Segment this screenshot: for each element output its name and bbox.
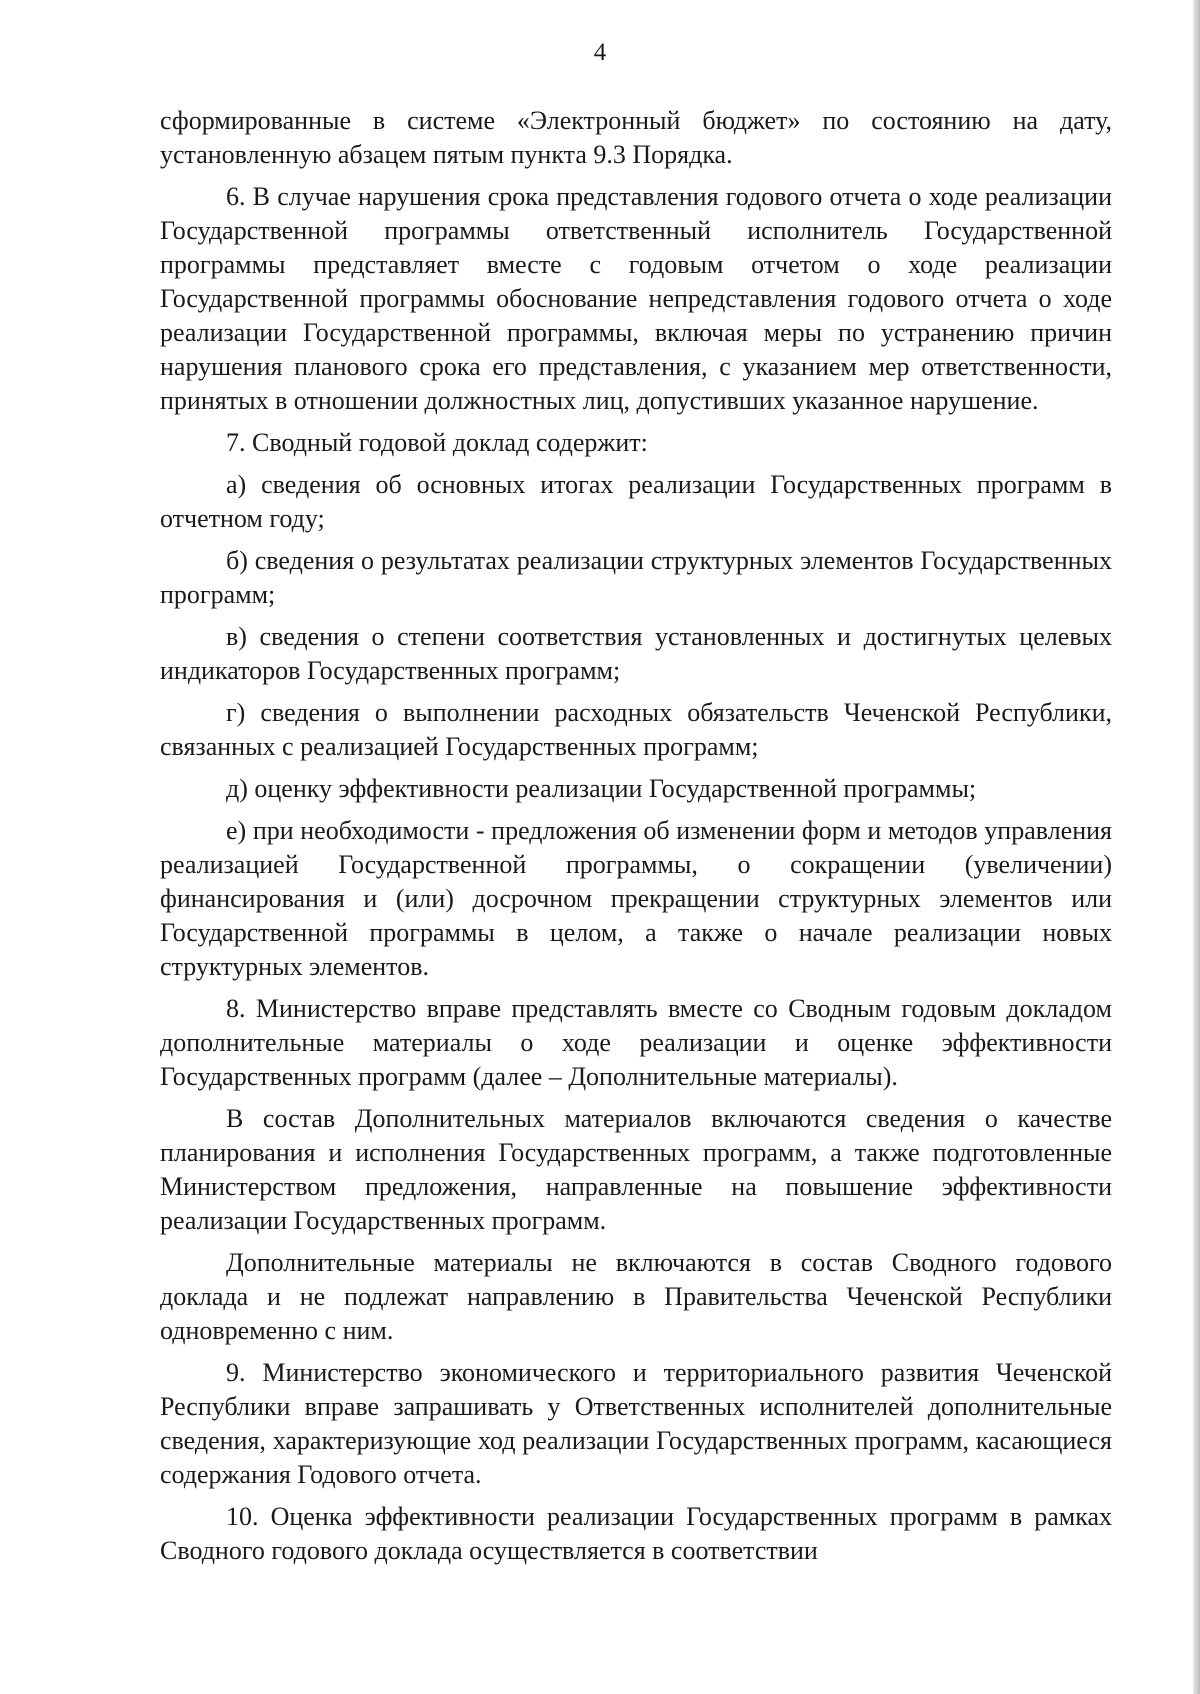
paragraph-subitem-v: в) сведения о степени соответствия установленных и достигнутых целевых индикаторов Государственных программ; [160, 622, 1112, 685]
paragraph-additional-materials-composition: В состав Дополнительных материалов включаются сведения о качестве планирования и исполнения Государственных программ, а также подготовленные Министерством предложения, направленные на повышение эффективности реализации Государственных программ. [160, 1104, 1112, 1235]
paragraph-subitem-b: б) сведения о результатах реализации структурных элементов Государственных программ; [160, 546, 1112, 609]
paragraph-subitem-d: д) оценку эффективности реализации Государственной программы; [226, 774, 977, 803]
paragraph-subitem-g: г) сведения о выполнении расходных обязательств Чеченской Республики, связанных с реализацией Государственных программ; [160, 698, 1112, 761]
paragraph-item-8: 8. Министерство вправе представлять вместе со Сводным годовым докладом дополнительные материалы о ходе реализации и оценке эффективности Государственных программ (далее – Дополнительные материалы). [160, 994, 1112, 1091]
page-number: 4 [593, 39, 607, 66]
scan-edge [1193, 0, 1200, 1694]
paragraph-continuation: сформированные в системе «Электронный бюджет» по состоянию на дату, установленную абзацем пятым пункта 9.3 Порядка. [160, 106, 1112, 169]
paragraph-item-7: 7. Сводный годовой доклад содержит: [226, 428, 648, 457]
paragraph-additional-materials-exclusion: Дополнительные материалы не включаются в состав Сводного годового доклада и не подлежат направлению в Правительства Чеченской Республики одновременно с ним. [160, 1248, 1112, 1345]
paragraph-item-6: 6. В случае нарушения срока представления годового отчета о ходе реализации Государственной программы ответственный исполнитель Государственной программы представляет вместе с годовым отчетом о ходе реализации Государственной программы обоснование непредставления годового отчета о ходе реализации Государственной программы, включая меры по устранению причин нарушения планового срока его представления, с указанием мер ответственности, принятых в отношении должностных лиц, допустивших указанное нарушение. [160, 182, 1112, 415]
paragraph-item-10: 10. Оценка эффективности реализации Государственных программ в рамках Сводного годового доклада осуществляется в соответствии [160, 1502, 1112, 1565]
paragraph-item-9: 9. Министерство экономического и территориального развития Чеченской Республики вправе запрашивать у Ответственных исполнителей дополнительные сведения, характеризующие ход реализации Государственных программ, касающиеся содержания Годового отчета. [160, 1358, 1112, 1489]
document-body [160, 104, 1112, 1576]
paragraph-subitem-e: е) при необходимости - предложения об изменении форм и методов управления реализацией Государственной программы, о сокращении (увеличении) финансирования и (или) досрочном прекращении структурных элементов или Государственной программы в целом, а также о начале реализации новых структурных элементов. [160, 816, 1112, 981]
paragraph-subitem-a: а) сведения об основных итогах реализации Государственных программ в отчетном году; [160, 470, 1112, 533]
